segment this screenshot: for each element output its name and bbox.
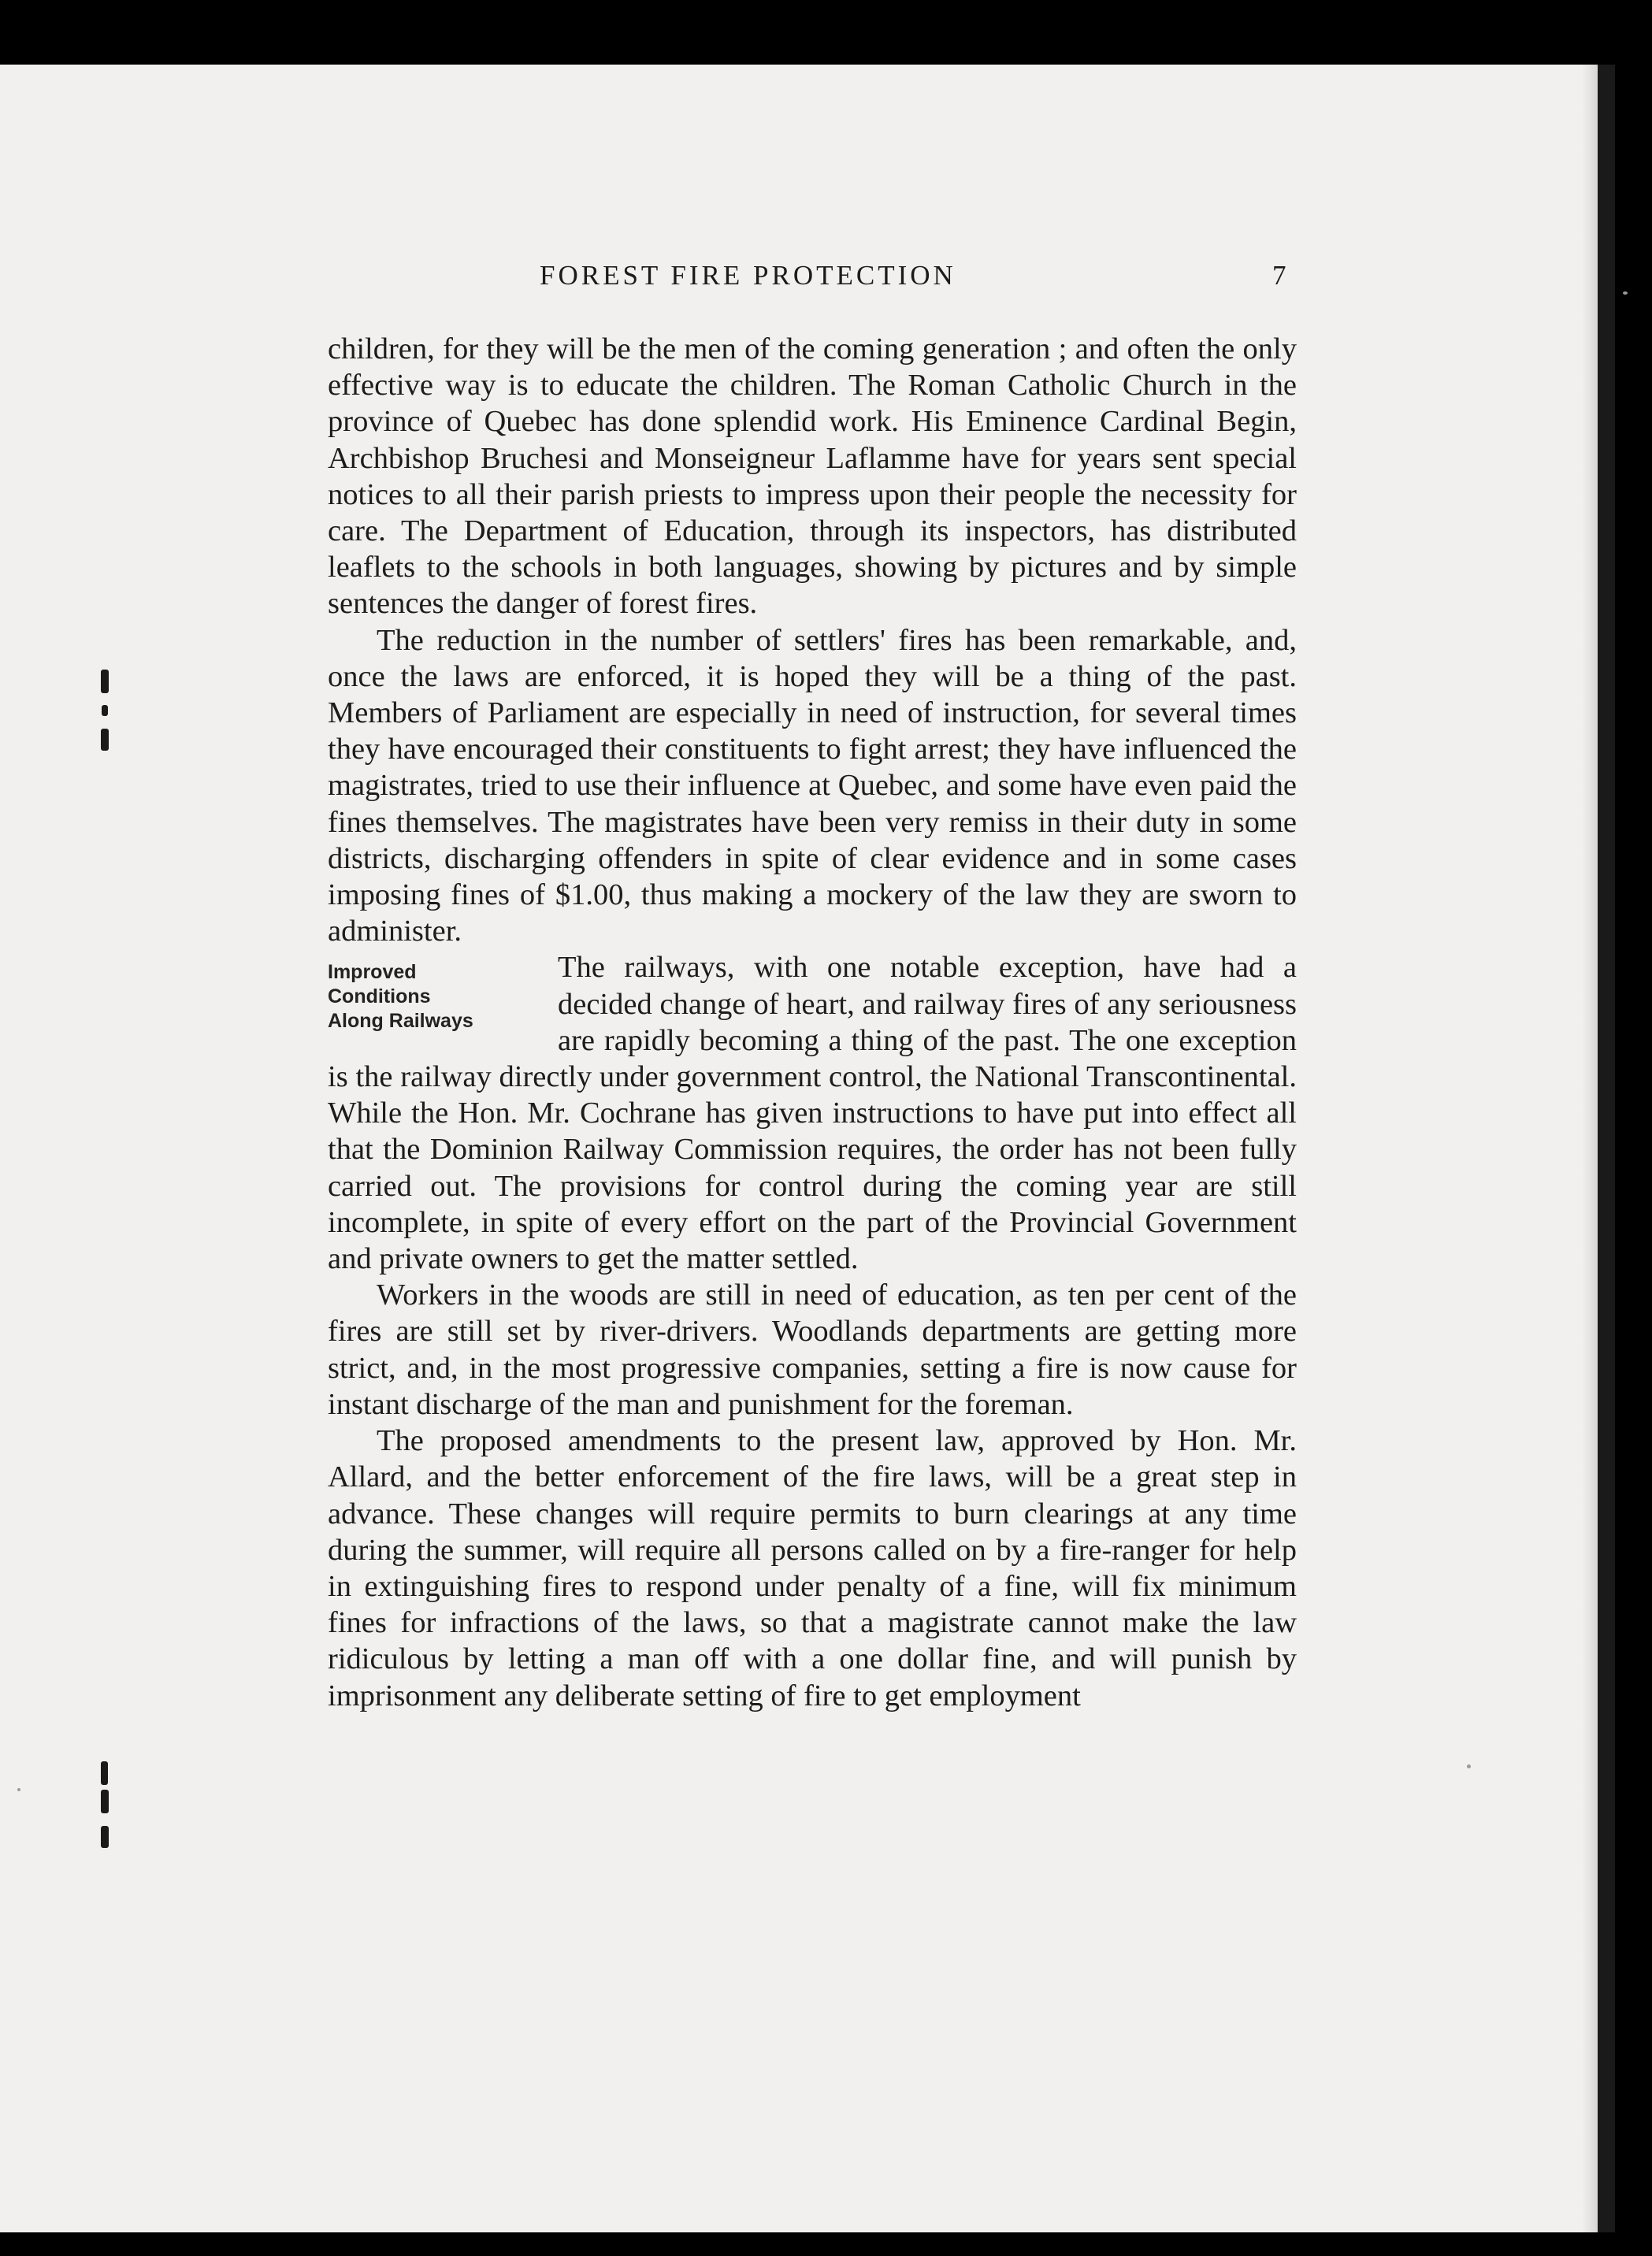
paragraph-railways-text: The railways, with one notable exception, have had a decided change of heart, and railway fires of any seriousness are rapidly becoming a thing of the past. The one exception is the railway directly under government control, the National Transcontinental. While the Hon. Mr. Cochrane has given instructions to have put into effect all that the Dominion Railway Commission requires, the order has not been fully carried out. The provisions for control during the coming year are still incomplete, in spite of every effort on the part of the Provincial Government and private owners to get the matter settled. [328, 951, 1297, 1276]
page-right-edge [1598, 65, 1615, 2232]
margin-mark-upper-1 [101, 670, 109, 693]
page-fold-shadow [1582, 65, 1598, 2232]
scan-speck [1623, 291, 1628, 295]
page-number: 7 [1272, 260, 1286, 291]
margin-mark-lower-3 [101, 1826, 109, 1848]
paragraph-settlers-fires: The reduction in the number of settlers' fires has been remarkable, and, once the laws are enforced, it is hoped they will be a thing of the past. Members of Parliament are especially in need of instruction, for several times they have encouraged their constituents to fight arrest; they have influenced the magistrates, tried to use their influence at Quebec, and some have even paid the fines themselves. The magistrates have been very remiss in their duty in some districts, discharging offenders in spite of clear evidence and in some cases imposing fines of $1.00, thus making a mockery of the law they are sworn to administer. [328, 623, 1297, 948]
running-header [540, 260, 1296, 299]
paragraph-education: children, for they will be the men of the coming generation ; and often the only effective way is to educate the children. The Roman Catholic Church in the province of Quebec has done splendid work. His Eminence Cardinal Begin, Archbishop Bruchesi and Monseigneur Laflamme have for years sent special notices to all their parish priests to impress upon their people the necessity for care. The Department of Education, through its inspectors, has distributed leaflets to the schools in both languages, showing by pictures and by simple sentences the danger of forest fires. [328, 332, 1297, 621]
sidenote-line: Improved [328, 961, 417, 984]
paragraph-railways [328, 949, 1297, 1277]
sidenote-line: Along Railways [328, 1010, 473, 1033]
margin-mark-upper-3 [101, 729, 109, 751]
sidenote-line: Conditions [328, 985, 431, 1008]
marginal-sidenote [328, 960, 540, 1033]
paragraph-woods-workers: Workers in the woods are still in need of education, as ten per cent of the fires are still set by river-drivers. Woodlands departments are getting more strict, and, in the most progressive companies, setting a fire is now cause for instant discharge of the man and punishment for the foreman. [328, 1278, 1297, 1421]
margin-mark-upper-2 [102, 705, 108, 716]
running-title: FOREST FIRE PROTECTION [540, 260, 956, 291]
paragraph-amendments: The proposed amendments to the present law, approved by Hon. Mr. Allard, and the better enforcement of the fire laws, will be a great step in advance. These changes will require permits to burn clearings at any time during the summer, will require all persons called on by a fire-ranger for help in extinguishing fires to respond under penalty of a fine, will fix minimum fines for infractions of the laws, so that a magistrate cannot make the law ridiculous by letting a man off with a one dollar fine, and will punish by imprisonment any deliberate setting of fire to get employment [328, 1424, 1297, 1712]
margin-mark-lower-2 [101, 1790, 109, 1813]
scan-speck [17, 1788, 20, 1791]
margin-mark-lower-1 [101, 1761, 108, 1785]
scan-speck [1467, 1764, 1471, 1768]
body-text [328, 331, 1297, 1714]
